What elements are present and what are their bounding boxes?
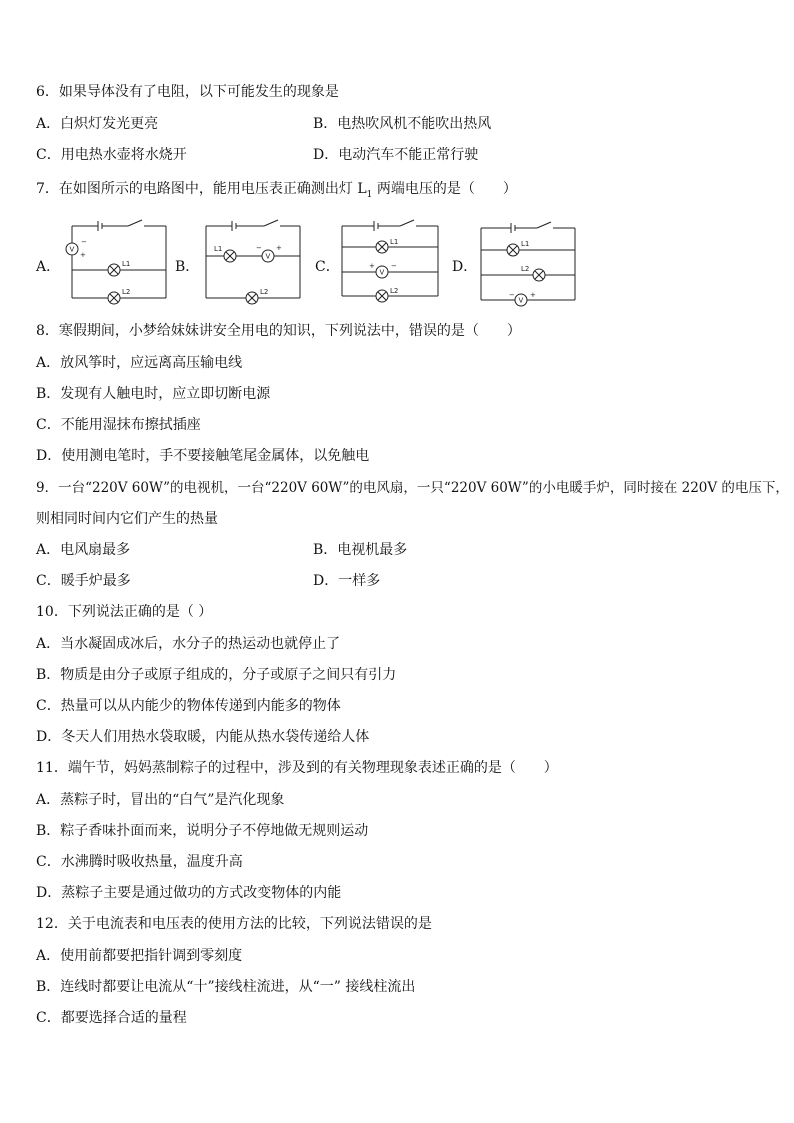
lamp-l2-icon (108, 292, 120, 304)
q10-option-a: A．当水凝固成冰后，水分子的热运动也就停止了 (36, 636, 341, 652)
q12-option-c: C．都要选择合适的量程 (36, 1010, 187, 1026)
q9-option-d: D．一样多 (313, 573, 381, 589)
q6-option-c: C．用电热水壶将水烧开 (36, 147, 187, 163)
q9-option-c: C．暖手炉最多 (36, 573, 131, 589)
q9-stem-line1: 9．一台“220V 60W”的电视机，一台“220V 60W”的电风扇，一只“220V 60W”的小电暖手炉，同时接在 220V 的电压下， (36, 480, 789, 496)
q6-stem: 6．如果导体没有了电阻，以下可能发生的现象是 (36, 84, 339, 100)
q10-option-d: D．冬天人们用热水袋取暖，内能从热水袋传递给人体 (36, 729, 370, 745)
voltmeter-icon (66, 243, 78, 255)
q8-option-b: B．发现有人触电时，应立即切断电源 (36, 386, 271, 402)
q7-label-d: D． (452, 259, 478, 275)
q8-option-c: C．不能用湿抹布擦拭插座 (36, 417, 201, 433)
q9-option-a: A．电风扇最多 (36, 542, 131, 558)
svg-text:V: V (69, 245, 75, 254)
q11-option-c: C．水沸腾时吸收热量，温度升高 (36, 854, 243, 870)
svg-text:−: − (256, 244, 262, 252)
svg-text:+: + (530, 291, 536, 299)
svg-text:−: − (509, 291, 515, 299)
svg-text:L2: L2 (260, 288, 269, 296)
q10-option-c: C．热量可以从内能少的物体传递到内能多的物体 (36, 698, 341, 714)
lamp-l1-icon (376, 241, 388, 253)
q12-option-a: A．使用前都要把指针调到零刻度 (36, 948, 243, 964)
q8-option-a: A．放风筝时，应远离高压输电线 (36, 355, 243, 371)
svg-text:V: V (518, 296, 524, 305)
q8-option-d: D．使用测电笔时，手不要接触笔尾金属体，以免触电 (36, 448, 370, 464)
q10-option-b: B．物质是由分子或原子组成的，分子或原子之间只有引力 (36, 667, 397, 683)
voltmeter-icon (376, 266, 388, 278)
lamp-l2-icon (376, 290, 388, 302)
svg-text:+: + (276, 244, 282, 252)
lamp-l1-icon (507, 244, 519, 256)
circuit-diagram-a (62, 216, 172, 306)
lamp-l1-icon (224, 250, 236, 262)
lamp-l2-icon (246, 292, 258, 304)
circuit-diagram-c (336, 216, 446, 306)
lamp-l1-icon (108, 264, 120, 276)
q7-label-b: B． (175, 259, 200, 275)
circuit-diagram-b (200, 216, 310, 306)
svg-text:−: − (391, 262, 397, 270)
q6-option-b: B．电热吹风机不能吹出热风 (313, 116, 492, 132)
lamp-l2-icon (533, 269, 545, 281)
q11-option-b: B．粽子香味扑面而来，说明分子不停地做无规则运动 (36, 823, 369, 839)
svg-text:L2: L2 (122, 288, 131, 296)
q9-option-b: B．电视机最多 (313, 542, 408, 558)
svg-text:+: + (80, 251, 86, 259)
voltmeter-icon (262, 250, 274, 262)
q6-option-d: D．电动汽车不能正常行驶 (313, 147, 479, 163)
circuit-diagram-d (475, 216, 585, 306)
svg-text:L2: L2 (390, 287, 399, 295)
svg-text:−: − (81, 238, 87, 246)
svg-text:L1: L1 (521, 240, 530, 248)
q7-label-a: A． (36, 259, 61, 275)
q10-stem: 10．下列说法正确的是（ ） (36, 604, 213, 620)
svg-text:V: V (265, 252, 271, 261)
svg-text:L1: L1 (122, 260, 131, 268)
svg-text:+: + (369, 262, 375, 270)
svg-text:L1: L1 (390, 238, 399, 246)
q9-stem-line2: 则相同时间内它们产生的热量 (36, 511, 218, 527)
q11-option-d: D．蒸粽子主要是通过做功的方式改变物体的内能 (36, 885, 342, 901)
svg-text:L1: L1 (214, 245, 223, 253)
q11-option-a: A．蒸粽子时，冒出的“白气”是汽化现象 (36, 792, 285, 808)
q8-stem: 8．寒假期间，小梦给妹妹讲安全用电的知识，下列说法中，错误的是（ ） (36, 323, 521, 339)
q11-stem: 11．端午节，妈妈蒸制粽子的过程中，涉及到的有关物理现象表述正确的是（ ） (36, 760, 558, 776)
svg-text:V: V (379, 268, 385, 277)
q12-stem: 12．关于电流表和电压表的使用方法的比较，下列说法错误的是 (36, 916, 432, 932)
q7-stem: 7．在如图所示的电路图中，能用电压表正确测出灯 $L_1$ 两端电压的是（ ） (36, 181, 517, 200)
q7-label-c: C． (315, 259, 340, 275)
q6-option-a: A．白炽灯发光更亮 (36, 116, 159, 132)
voltmeter-icon (515, 294, 527, 306)
svg-text:L2: L2 (521, 265, 530, 273)
q12-option-b: B．连线时都要让电流从“十”接线柱流进，从“一” 接线柱流出 (36, 979, 416, 995)
